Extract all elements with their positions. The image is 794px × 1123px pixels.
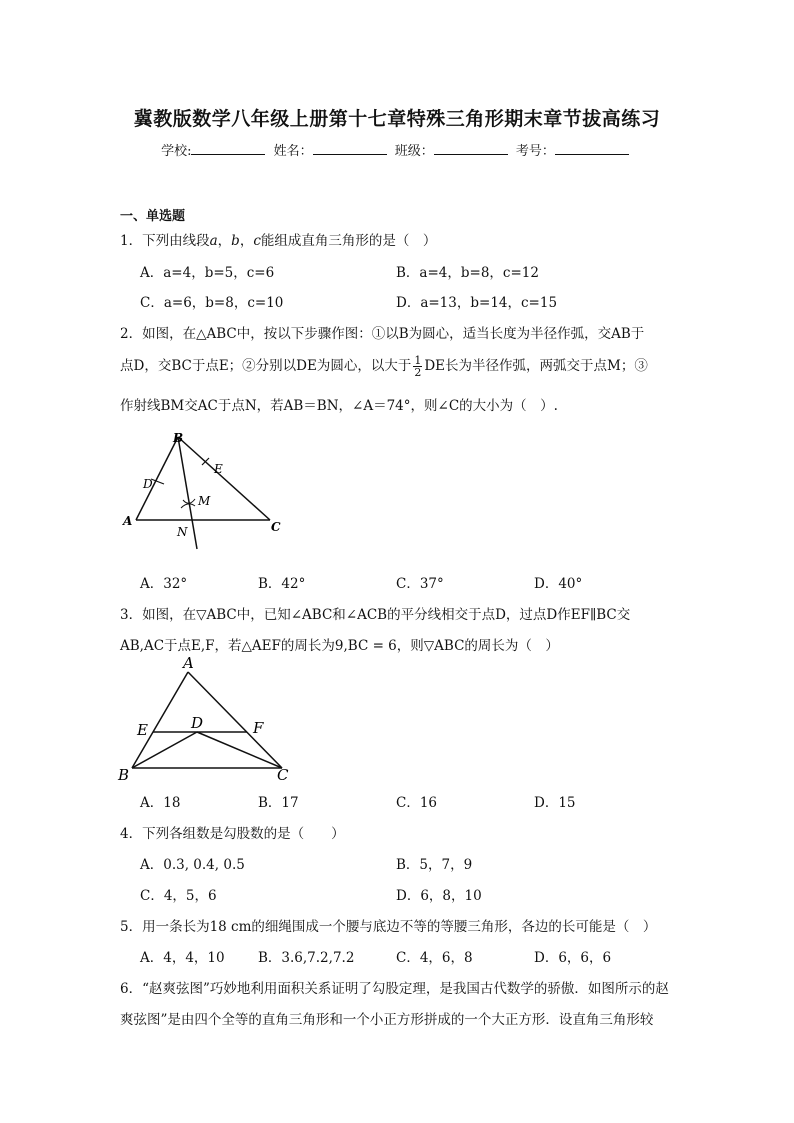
q6-line1: 6．“赵爽弦图”巧妙地利用面积关系证明了勾股定理，是我国古代数学的骄傲．如图所示的赵 [120, 981, 669, 997]
q6-line2: 爽弦图”是由四个全等的直角三角形和一个小正方形拼成的一个大正方形．设直角三角形较 [120, 1012, 654, 1028]
label-M: M [198, 494, 211, 508]
class-blank[interactable] [434, 142, 508, 155]
q2-option-a[interactable]: A．32° [140, 576, 188, 592]
page-title: 冀教版数学八年级上册第十七章特殊三角形期末章节拔高练习 [133, 108, 661, 130]
q5-option-b[interactable]: B．3.6,7.2,7.2 [258, 950, 355, 966]
label-C: C [271, 520, 281, 534]
q5-option-d[interactable]: D．6，6，6 [534, 950, 612, 966]
q1-option-a[interactable]: A．a=4，b=5，c=6 [140, 265, 275, 281]
label-A: A [183, 654, 194, 672]
q3-option-c[interactable]: C．16 [396, 795, 438, 811]
name-blank[interactable] [313, 142, 387, 155]
student-info-line [0, 140, 794, 159]
label-D: D [191, 714, 204, 732]
q1-option-b[interactable]: B．a=4，b=8，c=12 [396, 265, 539, 281]
q1-option-c[interactable]: C．a=6，b=8，c=10 [140, 295, 284, 311]
q2-option-c[interactable]: C．37° [396, 576, 444, 592]
label-F: F [253, 719, 264, 737]
q4-stem: 4．下列各组数是勾股数的是（ ） [120, 826, 345, 842]
number-blank[interactable] [555, 142, 629, 155]
q2-option-b[interactable]: B．42° [258, 576, 306, 592]
q3-line1: 3．如图，在▽ABC中，已知∠ABC和∠ACB的平分线相交于点D，过点D作EF∥BC交 [120, 607, 631, 623]
class-label: 班级： [394, 144, 434, 159]
label-N: N [177, 525, 188, 539]
q2-triangle-figure [115, 425, 305, 555]
q3-line2: AB,AC于点E,F，若△AEF的周长为9,BC = 6，则▽ABC的周长为（ ） [120, 638, 559, 654]
label-A: A [123, 514, 133, 528]
q3-triangle-figure [112, 652, 302, 784]
school-blank[interactable] [191, 142, 265, 155]
number-label: 考号： [515, 144, 555, 159]
q3-option-b[interactable]: B．17 [258, 795, 299, 811]
label-D: D [143, 477, 153, 491]
q2-option-d[interactable]: D．40° [534, 576, 583, 592]
q2-line1: 2．如图，在△ABC中，按以下步骤作图：①以B为圆心，适当长度为半径作弧，交AB于 [120, 326, 645, 342]
q5-option-a[interactable]: A．4，4，10 [140, 950, 225, 966]
label-E: E [137, 721, 148, 739]
label-E: E [214, 462, 223, 476]
q5-option-c[interactable]: C．4，6，8 [396, 950, 473, 966]
fraction-one-half: $\frac{1}{2}$ [414, 354, 422, 379]
label-B: B [118, 766, 130, 784]
q4-option-b[interactable]: B．5，7，9 [396, 857, 473, 873]
q3-option-d[interactable]: D．15 [534, 795, 576, 811]
q4-option-d[interactable]: D．6，8，10 [396, 888, 482, 904]
label-C: C [277, 766, 289, 784]
q1-option-d[interactable]: D．a=13，b=14，c=15 [396, 295, 558, 311]
q4-option-c[interactable]: C．4，5，6 [140, 888, 217, 904]
name-label: 姓名： [273, 144, 313, 159]
q2-line2: 点D，交BC于点E；②分别以DE为圆心，以大于 $\frac{1}{2}$ DE长为半径作弧，两弧交于点M；③ [120, 354, 648, 379]
q1-stem: 1．下列由线段a，b，c能组成直角三角形的是（ ） [120, 233, 437, 249]
q5-stem: 5．用一条长为18 cm的细绳围成一个腰与底边不等的等腰三角形，各边的长可能是（ ） [120, 919, 657, 935]
q4-option-a[interactable]: A．0.3, 0.4, 0.5 [140, 857, 245, 873]
q3-option-a[interactable]: A．18 [140, 795, 181, 811]
q2-line3: 作射线BM交AC于点N，若AB＝BN，∠A＝74°，则∠C的大小为（ ）. [120, 398, 558, 414]
section-heading: 一、单选题 [120, 209, 186, 224]
school-label: 学校: [161, 144, 192, 159]
label-B: B [173, 431, 184, 445]
